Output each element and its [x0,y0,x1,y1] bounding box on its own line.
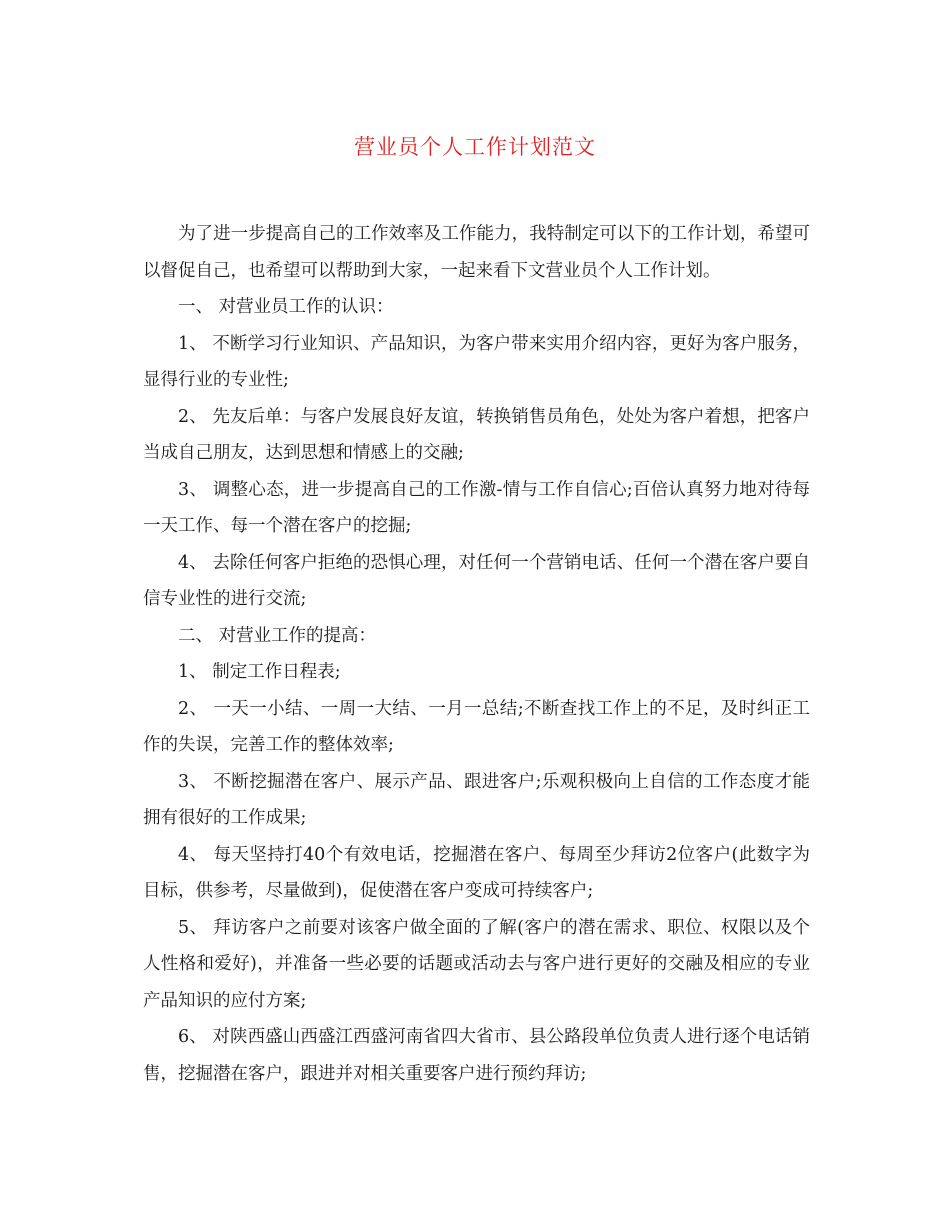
document-title: 营业员个人工作计划范文 [354,135,596,159]
list-item: 5、 拜访客户之前要对该客户做全面的了解(客户的潜在需求、职位、权限以及个人性格和爱好)，并准备一些必要的话题或活动去与客户进行更好的交融及相应的专业产品知识的应付方案; [143,917,810,1011]
section-heading-understanding: 一、 对营业员工作的认识： [178,297,394,317]
list-item: 1、 制定工作日程表; [178,662,341,682]
list-item: 4、 去除任何客户拒绝的恐惧心理，对任何一个营销电话、任何一个潜在客户要自信专业性的进行交流; [143,552,810,609]
list-item: 1、 不断学习行业知识、产品知识，为客户带来实用介绍内容，更好为客户服务，显得行业的专业性; [143,333,810,390]
document-body [143,216,810,1092]
list-item: 2、 先友后单：与客户发展良好友谊，转换销售员角色，处处为客户着想，把客户当成自己朋友，达到思想和情感上的交融; [143,406,810,463]
list-item: 2、 一天一小结、一周一大结、一月一总结;不断查找工作上的不足，及时纠正工作的失误，完善工作的整体效率; [143,698,810,755]
list-item: 3、 不断挖掘潜在客户、展示产品、跟进客户;乐观积极向上自信的工作态度才能拥有很好的工作成果; [143,771,810,828]
paragraph-intro: 为了进一步提高自己的工作效率及工作能力，我特制定可以下的工作计划，希望可以督促自己，也希望可以帮助到大家，一起来看下文营业员个人工作计划。 [143,224,810,281]
list-item: 4、 每天坚持打40个有效电话，挖掘潜在客户、每周至少拜访2位客户(此数字为目标，供参考，尽量做到)，促使潜在客户变成可持续客户; [143,844,810,901]
list-item: 3、 调整心态，进一步提高自己的工作激-情与工作自信心;百倍认真努力地对待每一天工作、每一个潜在客户的挖掘; [143,479,810,536]
list-item: 6、 对陕西盛山西盛江西盛河南省四大省市、县公路段单位负责人进行逐个电话销售，挖掘潜在客户，跟进并对相关重要客户进行预约拜访; [143,1027,810,1084]
section-heading-improvement: 二、 对营业工作的提高： [178,625,377,646]
